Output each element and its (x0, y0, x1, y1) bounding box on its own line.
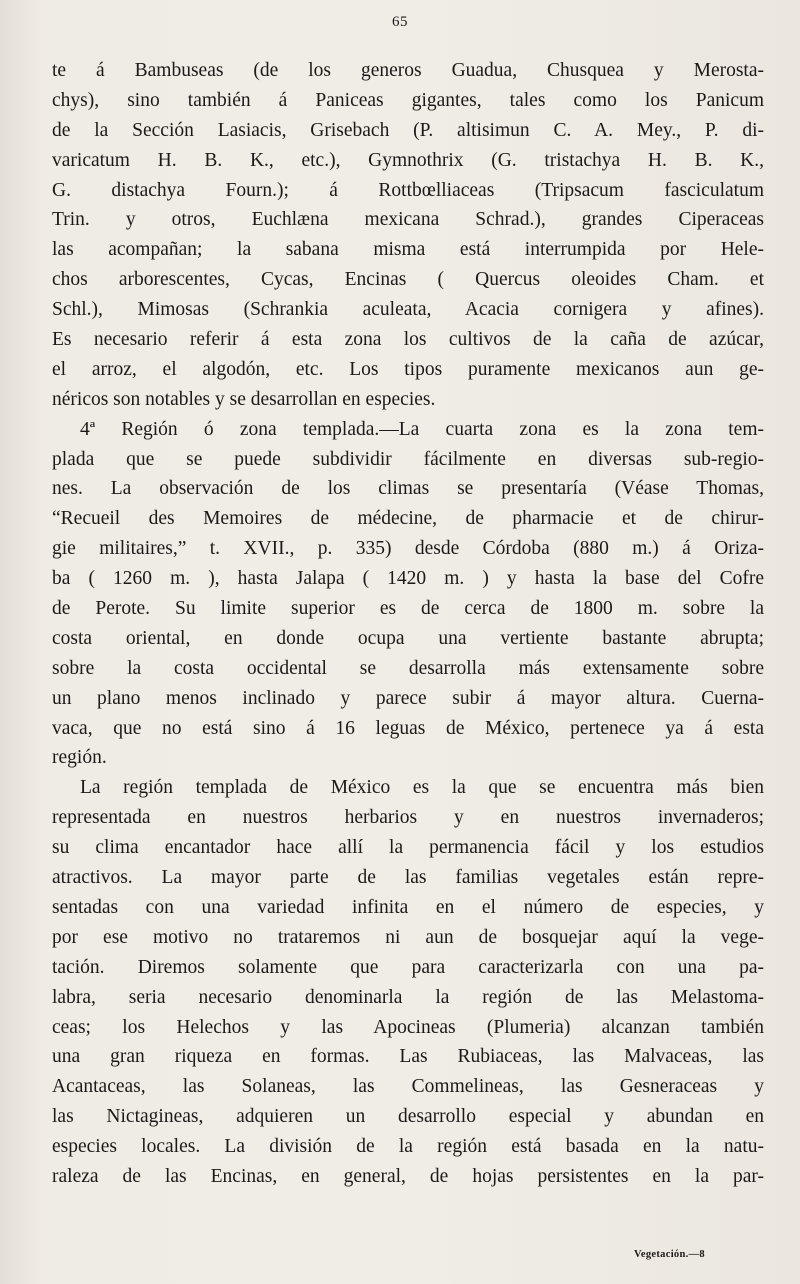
text-line: sobre la costa occidental se desarrolla más extensamente sobre (52, 657, 764, 679)
text-line: ba ( 1260 m. ), hasta Jalapa ( 1420 m. ) y hasta la base del Cofre (52, 568, 764, 590)
text-line: atractivos. La mayor parte de las familias vegetales están repre- (52, 867, 764, 889)
text-line: Acantaceas, las Solaneas, las Commelineas, las Gesneraceas y (52, 1076, 764, 1098)
text-line: chos arborescentes, Cycas, Encinas ( Quercus oleoides Cham. et (52, 269, 764, 291)
section-heading-line: 4ª Región ó zona templada.—La cuarta zona es la zona tem- (80, 418, 764, 440)
text-line: especies locales. La división de la región está basada en la natu- (52, 1136, 764, 1158)
text-line: vaca, que no está sino á 16 leguas de México, pertenece ya á esta (52, 717, 764, 739)
text-line: una gran riqueza en formas. Las Rubiaceas, las Malvaceas, las (52, 1046, 764, 1068)
text-line: región. (52, 747, 107, 769)
text-line: las acompañan; la sabana misma está interrumpida por Hele- (52, 239, 764, 261)
text-line: las Nictagineas, adquieren un desarrollo especial y abundan en (52, 1106, 764, 1128)
text-line: ceas; los Helechos y las Apocineas (Plumeria) alcanzan también (52, 1016, 764, 1038)
text-line: un plano menos inclinado y parece subir á mayor altura. Cuerna- (52, 687, 764, 709)
text-line: por ese motivo no trataremos ni aun de bosquejar aquí la vege- (52, 926, 764, 948)
text-line: Trin. y otros, Euchlæna mexicana Schrad.), grandes Ciperaceas (52, 209, 764, 231)
text-line: el arroz, el algodón, etc. Los tipos puramente mexicanos aun ge- (52, 358, 764, 380)
text-line: costa oriental, en donde ocupa una vertiente bastante abrupta; (52, 627, 764, 649)
text-line: sentadas con una variedad infinita en el número de especies, y (52, 896, 764, 918)
body-text (52, 56, 764, 1192)
text-line: chys), sino también á Paniceas gigantes, tales como los Panicum (52, 89, 764, 111)
text-line: gie militaires,” t. XVII., p. 335) desde Córdoba (880 m.) á Oriza- (52, 538, 764, 560)
text-line: Schl.), Mimosas (Schrankia aculeata, Acacia cornigera y afines). (52, 299, 764, 321)
text-line: néricos son notables y se desarrollan en especies. (52, 388, 436, 410)
text-line: tación. Diremos solamente que para caracterizarla con una pa- (52, 956, 764, 978)
text-line: plada que se puede subdividir fácilmente en diversas sub-regio- (52, 448, 764, 470)
text-line: nes. La observación de los climas se presentaría (Véase Thomas, (52, 478, 764, 500)
text-line: varicatum H. B. K., etc.), Gymnothrix (G. tristachya H. B. K., (52, 149, 764, 171)
text-line: La región templada de México es la que se encuentra más bien (80, 777, 764, 799)
text-line: de la Sección Lasiacis, Grisebach (P. altisimun C. A. Mey., P. di- (52, 119, 764, 141)
text-line: su clima encantador hace allí la permanencia fácil y los estudios (52, 837, 764, 859)
text-line: G. distachya Fourn.); á Rottbœlliaceas (Tripsacum fasciculatum (52, 179, 764, 201)
text-line: de Perote. Su limite superior es de cerca de 1800 m. sobre la (52, 598, 764, 620)
text-line: Es necesario referir á esta zona los cultivos de la caña de azúcar, (52, 329, 764, 351)
page-number: 65 (392, 14, 408, 30)
text-line: representada en nuestros herbarios y en nuestros invernaderos; (52, 807, 764, 829)
text-line: “Recueil des Memoires de médecine, de pharmacie et de chirur- (52, 508, 764, 530)
text-line: te á Bambuseas (de los generos Guadua, Chusquea y Merosta- (52, 60, 764, 81)
printer-signature: Vegetación.—8 (634, 1249, 705, 1260)
text-line: raleza de las Encinas, en general, de hojas persistentes en la par- (52, 1165, 764, 1187)
text-line: labra, seria necesario denominarla la región de las Melastoma- (52, 986, 764, 1008)
